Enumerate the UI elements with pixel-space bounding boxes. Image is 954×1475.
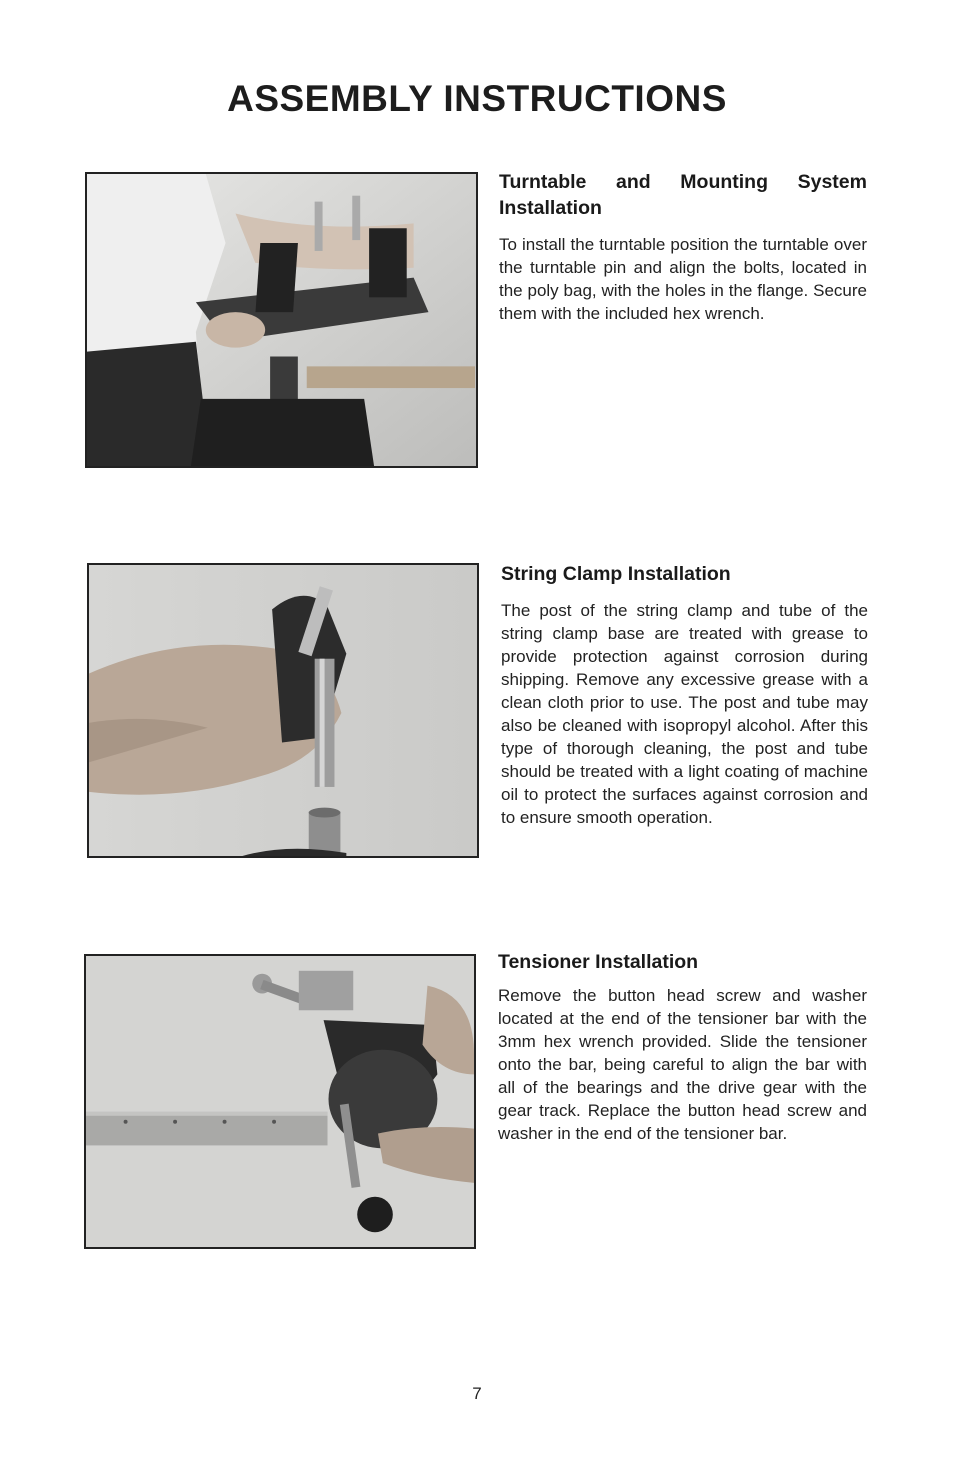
section-heading: Turntable and Mounting System Installation <box>499 171 867 219</box>
string-clamp-photo <box>87 563 479 858</box>
tensioner-photo <box>84 954 476 1249</box>
section-heading: Tensioner Installation <box>498 951 699 973</box>
section-body: The post of the string clamp and tube of the string clamp base are treated with grease to provide protection against corrosion during shipping. Remove any excessive grease with a clean cloth prior to use. The post and tube may also be cleaned with isopropyl alcohol. After this type of thorough cleaning, the post and tube should be treated with a light coating of machine oil to protect the surfaces against corrosion and to ensure smooth operation. <box>501 601 868 827</box>
section-string-clamp <box>501 561 868 829</box>
page-title: ASSEMBLY INSTRUCTIONS <box>227 78 727 119</box>
section-turntable <box>499 169 867 325</box>
section-body: To install the turntable position the turntable over the turntable pin and align the bolts, located in the poly bag, with the holes in the flange. Secure them with the included hex wrench. <box>499 235 867 323</box>
section-tensioner <box>498 949 867 1145</box>
turntable-photo <box>85 172 478 468</box>
section-heading: String Clamp Installation <box>501 563 731 585</box>
page-number: 7 <box>472 1384 482 1403</box>
section-body: Remove the button head screw and washer located at the end of the tensioner bar with the 3mm hex wrench provided. Slide the tensioner onto the bar, being careful to align the bar with all of the bearings and the drive gear with the gear track. Replace the button head screw and washer in the end of the tensioner bar. <box>498 986 867 1143</box>
